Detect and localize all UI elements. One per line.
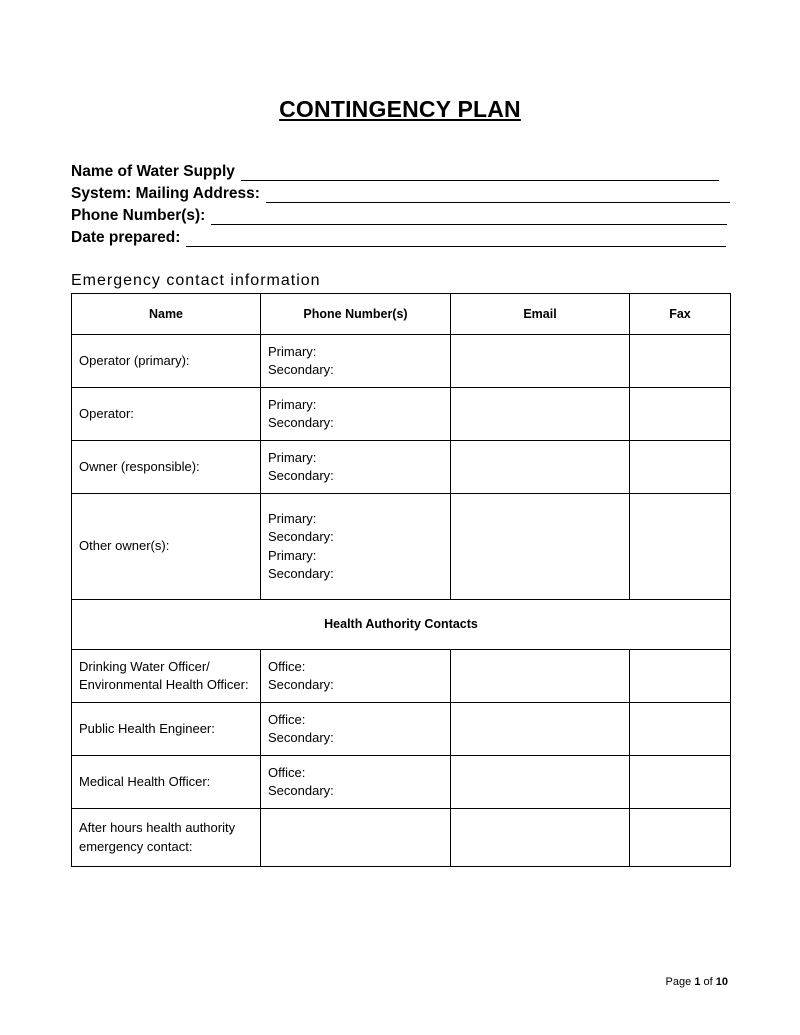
phone-cell[interactable] [261, 703, 451, 756]
fax-cell[interactable] [630, 650, 731, 703]
phone-label: Office: [268, 764, 306, 780]
field-label: Phone Number(s): [71, 207, 206, 224]
section-heading: Emergency contact information [71, 272, 321, 289]
fill-line[interactable] [211, 209, 727, 225]
phone-cell[interactable] [261, 494, 451, 600]
phone-label: Secondary: [268, 468, 334, 483]
phone-label: Primary: [268, 396, 317, 412]
table-header-row [72, 294, 731, 335]
water-supply-name-field[interactable] [71, 161, 719, 181]
phone-label: Secondary: [268, 529, 334, 544]
table-row [72, 809, 731, 867]
fax-cell[interactable] [630, 756, 731, 809]
emergency-contact-table [71, 293, 731, 867]
phone-label: Office: [268, 658, 306, 674]
email-cell[interactable] [451, 388, 630, 441]
field-label: Name of Water Supply [71, 163, 235, 180]
table-row [72, 388, 731, 441]
column-header-phone: Phone Number(s) [261, 294, 451, 335]
phone-cell[interactable] [261, 388, 451, 441]
page-total: 10 [715, 976, 728, 988]
phone-label: Secondary: [268, 415, 334, 430]
table-row [72, 650, 731, 703]
phone-label: Primary: [268, 343, 317, 359]
field-label: System: Mailing Address: [71, 185, 260, 202]
column-header-email: Email [451, 294, 630, 335]
contact-role: Operator (primary): [72, 335, 261, 388]
phone-cell[interactable] [261, 809, 451, 867]
fax-cell[interactable] [630, 494, 731, 600]
table-row [72, 335, 731, 388]
fill-line[interactable] [266, 187, 730, 203]
phone-cell[interactable] [261, 335, 451, 388]
phone-label: Primary: [268, 510, 317, 526]
email-cell[interactable] [451, 809, 630, 867]
phone-label: Secondary: [268, 783, 334, 798]
page-prefix: Page [665, 976, 692, 988]
phone-numbers-field[interactable] [71, 205, 727, 225]
page-number [666, 976, 728, 988]
page-of: of [703, 976, 713, 988]
email-cell[interactable] [451, 703, 630, 756]
email-cell[interactable] [451, 756, 630, 809]
phone-cell[interactable] [261, 650, 451, 703]
phone-label: Primary: [268, 449, 317, 465]
fax-cell[interactable] [630, 388, 731, 441]
email-cell[interactable] [451, 335, 630, 388]
health-authority-section-row [72, 600, 731, 650]
contact-role: Medical Health Officer: [72, 756, 261, 809]
fax-cell[interactable] [630, 441, 731, 494]
phone-label: Secondary: [268, 730, 334, 745]
phone-label: Secondary: [268, 362, 334, 377]
email-cell[interactable] [451, 441, 630, 494]
column-header-name: Name [72, 294, 261, 335]
field-label: Date prepared: [71, 229, 181, 246]
contact-role: After hours health authority emergency contact: [72, 809, 261, 867]
phone-label: Secondary: [268, 677, 334, 692]
email-cell[interactable] [451, 650, 630, 703]
page-current: 1 [694, 976, 701, 988]
email-cell[interactable] [451, 494, 630, 600]
phone-label: Secondary: [268, 566, 334, 581]
contact-role: Drinking Water Officer/ Environmental Health Officer: [72, 650, 261, 703]
fill-line[interactable] [186, 231, 726, 247]
contact-role: Public Health Engineer: [72, 703, 261, 756]
mailing-address-field[interactable] [71, 183, 730, 203]
table-row [72, 494, 731, 600]
fax-cell[interactable] [630, 703, 731, 756]
fax-cell[interactable] [630, 335, 731, 388]
table-row [72, 703, 731, 756]
table-row [72, 756, 731, 809]
fax-cell[interactable] [630, 809, 731, 867]
date-prepared-field[interactable] [71, 227, 726, 247]
contact-role: Operator: [72, 388, 261, 441]
column-header-fax: Fax [630, 294, 731, 335]
phone-cell[interactable] [261, 441, 451, 494]
phone-cell[interactable] [261, 756, 451, 809]
phone-label: Primary: [268, 547, 317, 563]
phone-label: Office: [268, 711, 306, 727]
section-label: Health Authority Contacts [72, 600, 731, 650]
contact-role: Owner (responsible): [72, 441, 261, 494]
contact-role: Other owner(s): [72, 494, 261, 600]
fill-line[interactable] [241, 165, 719, 181]
table-row [72, 441, 731, 494]
page-title: CONTINGENCY PLAN [279, 96, 521, 122]
